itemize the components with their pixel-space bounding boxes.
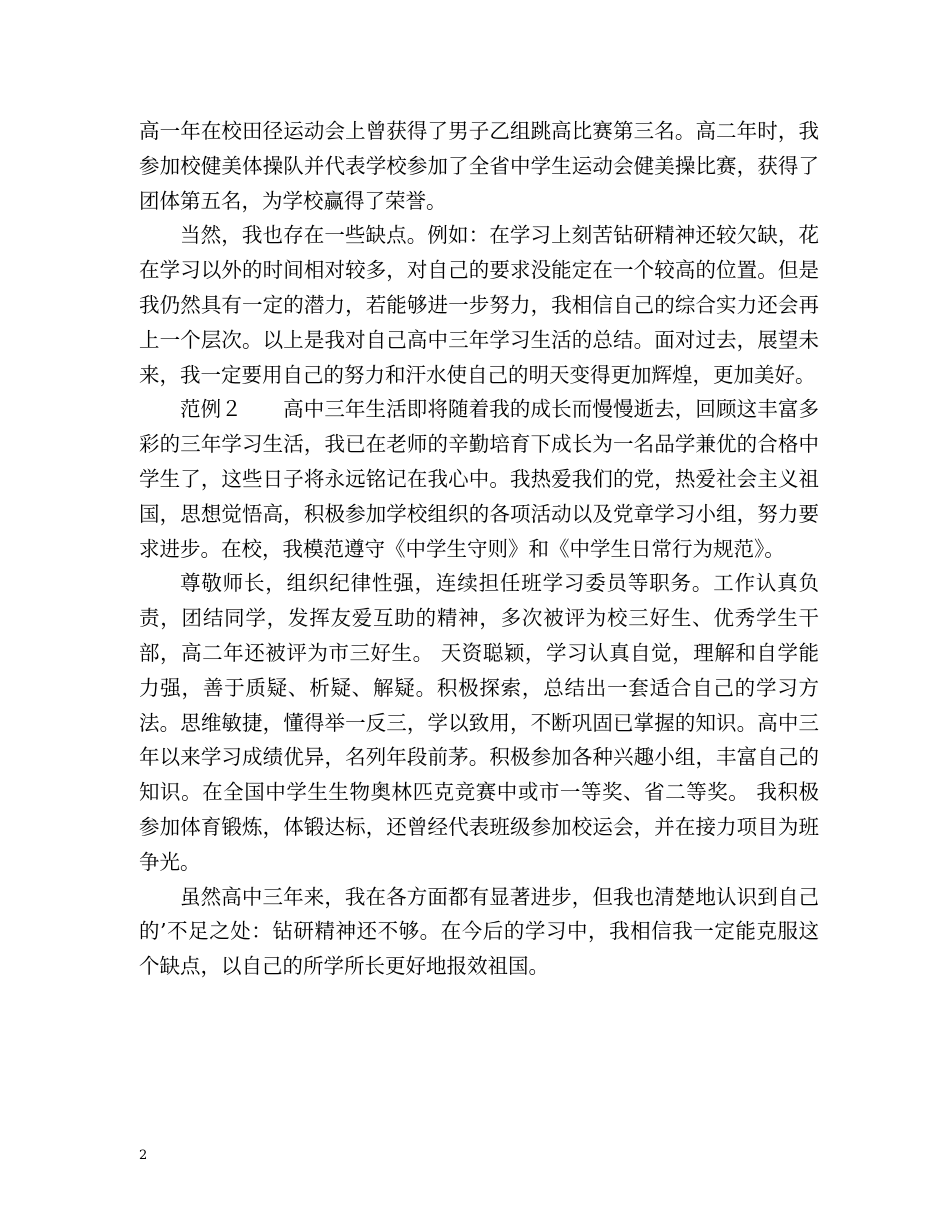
document-body — [139, 114, 819, 984]
paragraph-4: 尊敬师长，组织纪律性强，连续担任班学习委员等职务。工作认真负责，团结同学，发挥友爱互助的精神，多次被评为校三好生、优秀学生干部，高二年还被评为市三好生。 天资聪颖，学习认真自觉，理解和自学能力强，善于质疑、析疑、解疑。积极探索，总结出一套适合自己的学习方法。思维敏捷，懂得举一反三，学以致用，不断巩固已掌握的知识。高中三年以来学习成绩优异，名列年段前茅。积极参加各种兴趣小组，丰富自己的知识。在全国中学生生物奥林匹克竞赛中或市一等奖、省二等奖。 我积极参加体育锻炼，体锻达标，还曾经代表班级参加校运会，并在接力项目为班争光。 — [139, 571, 819, 874]
paragraph-5: 虽然高中三年来，我在各方面都有显著进步，但我也清楚地认识到自己的’不足之处：钻研精神还不够。在今后的学习中，我相信我一定能克服这个缺点，以自己的所学所长更好地报效祖国。 — [139, 884, 819, 979]
page-number: 2 — [139, 1148, 148, 1163]
paragraph-1: 高一年在校田径运动会上曾获得了男子乙组跳高比赛第三名。高二年时，我参加校健美体操队并代表学校参加了全省中学生运动会健美操比赛，获得了团体第五名，为学校赢得了荣誉。 — [139, 119, 819, 213]
paragraph-3: 范例２ 高中三年生活即将随着我的成长而慢慢逝去，回顾这丰富多彩的三年学习生活，我已在老师的辛勤培育下成长为一名品学兼优的合格中学生了，这些日子将永远铭记在我心中。我热爱我们的党，热爱社会主义祖国，思想觉悟高，积极参加学校组织的各项活动以及党章学习小组，努力要求进步。在校，我模范遵守《中学生守则》和《中学生日常行为规范》。 — [139, 397, 819, 561]
paragraph-2: 当然，我也存在一些缺点。例如：在学习上刻苦钻研精神还较欠缺，花在学习以外的时间相对较多，对自己的要求没能定在一个较高的位置。但是我仍然具有一定的潜力，若能够进一步努力，我相信自己的综合实力还会再上一个层次。以上是我对自己高中三年学习生活的总结。面对过去，展望未来，我一定要用自己的努力和汗水使自己的明天变得更加辉煌，更加美好。 — [139, 223, 819, 387]
